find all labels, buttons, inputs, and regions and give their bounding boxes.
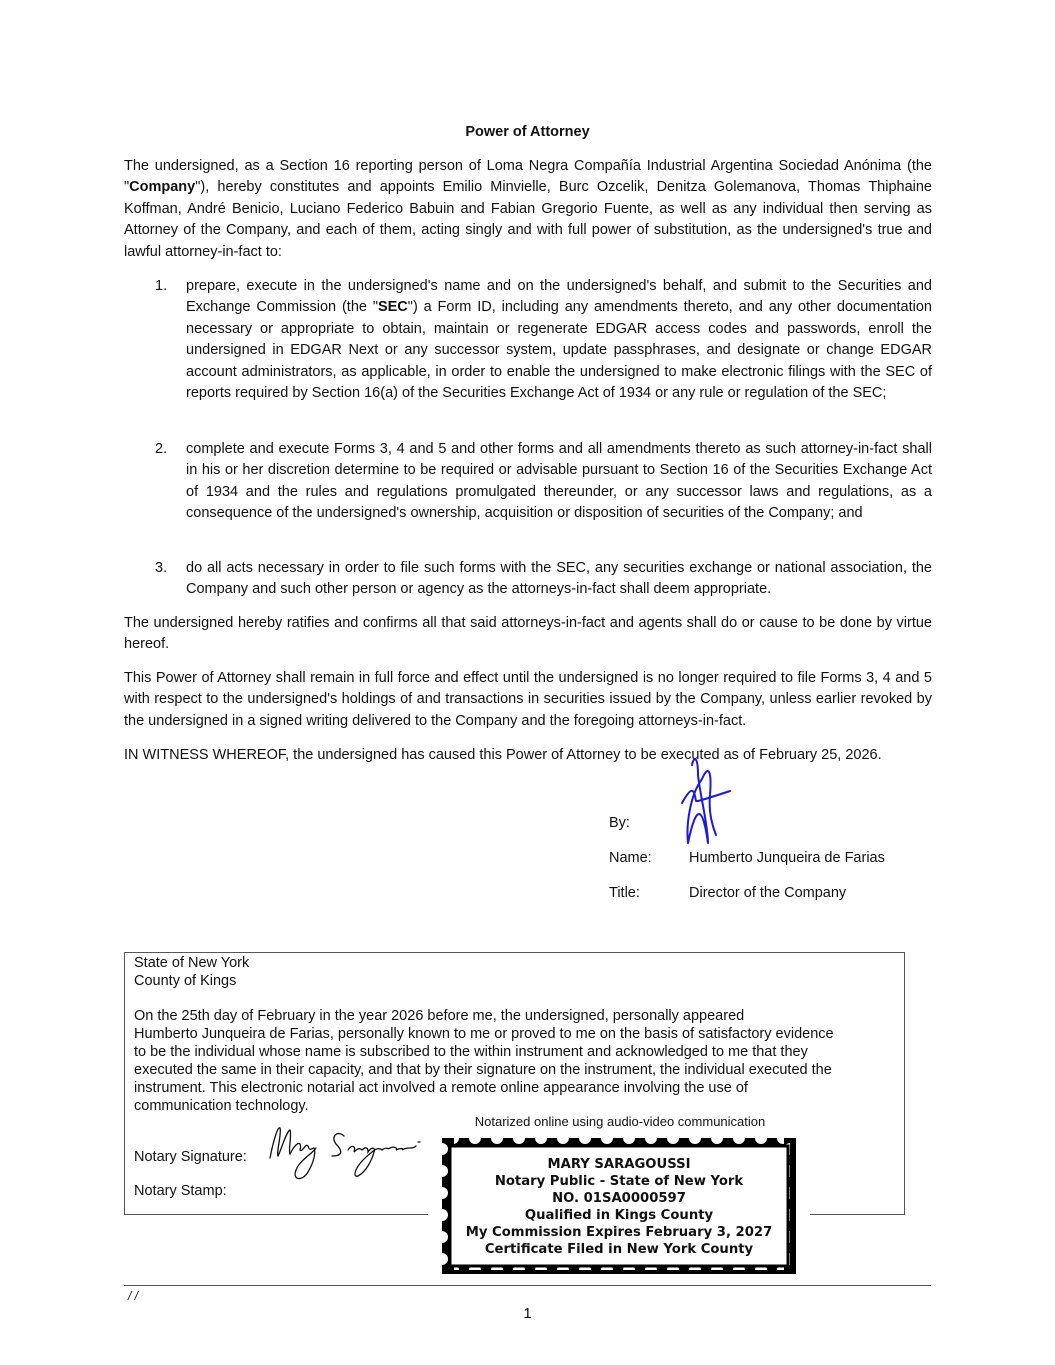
- list-text-part: prepare, execute in the undersigned's name and on the undersigned's behalf, and submit to the Securities and Exchange Commission (the ": [186, 278, 932, 316]
- list-item-1: [124, 276, 932, 404]
- sec-defined-term: SEC: [377, 299, 408, 316]
- online-notarization-note: Notarized online using audio-video communication: [474, 1114, 766, 1129]
- signature-image: [678, 755, 738, 847]
- signer-title: Director of the Company: [689, 885, 847, 901]
- notary-ack-line: executed the same in their capacity, and that by their signature on the instrument, the individual executed the: [134, 1062, 832, 1078]
- intro-text-2: "), hereby constitutes and appoints Emilio Minvielle, Burc Ozcelik, Denitza Golemanova, Thomas Thiphaine Koffman, André Benicio, Luciano Federico Babuin and Fabian Gregorio Fuente, as well as any individual then serving as Attorney of the Company, and each of them, acting singly and with full power of substitution, as the undersigned's true and lawful attorney-in-fact to:: [124, 179, 932, 260]
- notary-ack-line: Humberto Junqueira de Farias, personally known to me or proved to me on the basis of satisfactory evidence: [134, 1026, 834, 1042]
- page-number: 1: [523, 1305, 532, 1322]
- footer-divider: [124, 1285, 931, 1286]
- stamp-line-name: MARY SARAGOUSSI: [547, 1157, 691, 1172]
- intro-text-1: The undersigned, as a Section 16 reporting person of Loma Negra Compañía Industrial Argentina Sociedad Anónima (the ": [124, 158, 932, 196]
- intro-paragraph: [124, 156, 932, 263]
- notary-stamp-label: Notary Stamp:: [134, 1183, 227, 1199]
- witness-paragraph: IN WITNESS WHEREOF, the undersigned has caused this Power of Attorney to be executed as of February 25, 2026.: [124, 747, 882, 763]
- stamp-line-number: NO. 01SA0000597: [552, 1191, 686, 1206]
- stamp-line-qualified: Qualified in Kings County: [524, 1208, 714, 1223]
- stamp-line-title: Notary Public - State of New York: [494, 1174, 744, 1189]
- notary-state: State of New York: [134, 955, 250, 971]
- notary-ack-line: On the 25th day of February in the year 2026 before me, the undersigned, personally appeared: [134, 1008, 745, 1024]
- footer-mark: / /: [128, 1289, 139, 1303]
- list-text-part: ") a Form ID, including any amendments thereto, and any other documentation necessary or appropriate to obtain, maintain or regenerate EDGAR access codes and passwords, enroll the undersigned in EDGAR Next or any successor system, update passphrases, and designate or change EDGAR account administrators, as applicable, in order to enable the undersigned to make electronic filings with the SEC of reports required by Section 16(a) of the Securities Exchange Act of 1934 or any rule or regulation of the SEC;: [186, 299, 932, 402]
- list-number: 2.: [155, 441, 168, 457]
- by-label: By:: [609, 815, 630, 831]
- title-label: Title:: [609, 885, 640, 901]
- list-text: complete and execute Forms 3, 4 and 5 and other forms and all amendments thereto as such attorney-in-fact shall in his or her discretion determine to be required or advisable pursuant to Section 16 of the Securities Exchange Act of 1934 and the rules and regulations promulgated thereunder, or any successor laws and regulations, as a consequence of the undersigned's ownership, acquisition or disposition of securities of the Company; and: [186, 441, 932, 522]
- list-item-3: [124, 558, 932, 601]
- list-number: 1.: [155, 278, 168, 294]
- stamp-line-expiry: My Commission Expires February 3, 2027: [465, 1225, 773, 1240]
- notary-county: County of Kings: [134, 973, 237, 989]
- notary-ack-line: to be the individual whose name is subscribed to the within instrument and acknowledged to me that they: [134, 1044, 808, 1060]
- notary-signature-image: [262, 1118, 432, 1186]
- list-text: do all acts necessary in order to file such forms with the SEC, any securities exchange or national association, the Company and such other person or agency as the attorneys-in-fact shall deem appropriate.: [186, 560, 932, 598]
- notary-ack-line: communication technology.: [134, 1098, 309, 1114]
- signer-name: Humberto Junqueira de Farias: [689, 850, 885, 866]
- document-title: Power of Attorney: [465, 124, 590, 140]
- company-defined-term: Company: [129, 179, 196, 196]
- duration-paragraph: This Power of Attorney shall remain in full force and effect until the undersigned is no longer required to file Forms 3, 4 and 5 with respect to the undersigned's holdings of and transactions in securities issued by the Company, unless earlier revoked by the undersigned in a signed writing delivered to the Company and the foregoing attorneys-in-fact.: [124, 670, 932, 729]
- notary-ack-line: instrument. This electronic notarial act involved a remote online appearance involving the use of: [134, 1080, 748, 1096]
- list-item-2: [124, 439, 932, 525]
- notary-stamp-text: [442, 1156, 796, 1258]
- name-label: Name:: [609, 850, 652, 866]
- list-text: [186, 276, 932, 404]
- notary-signature-label: Notary Signature:: [134, 1149, 247, 1165]
- list-number: 3.: [155, 560, 168, 576]
- stamp-line-certificate: Certificate Filed in New York County: [484, 1242, 754, 1257]
- ratification-paragraph: The undersigned hereby ratifies and confirms all that said attorneys-in-fact and agents shall do or cause to be done by virtue hereof.: [124, 615, 932, 653]
